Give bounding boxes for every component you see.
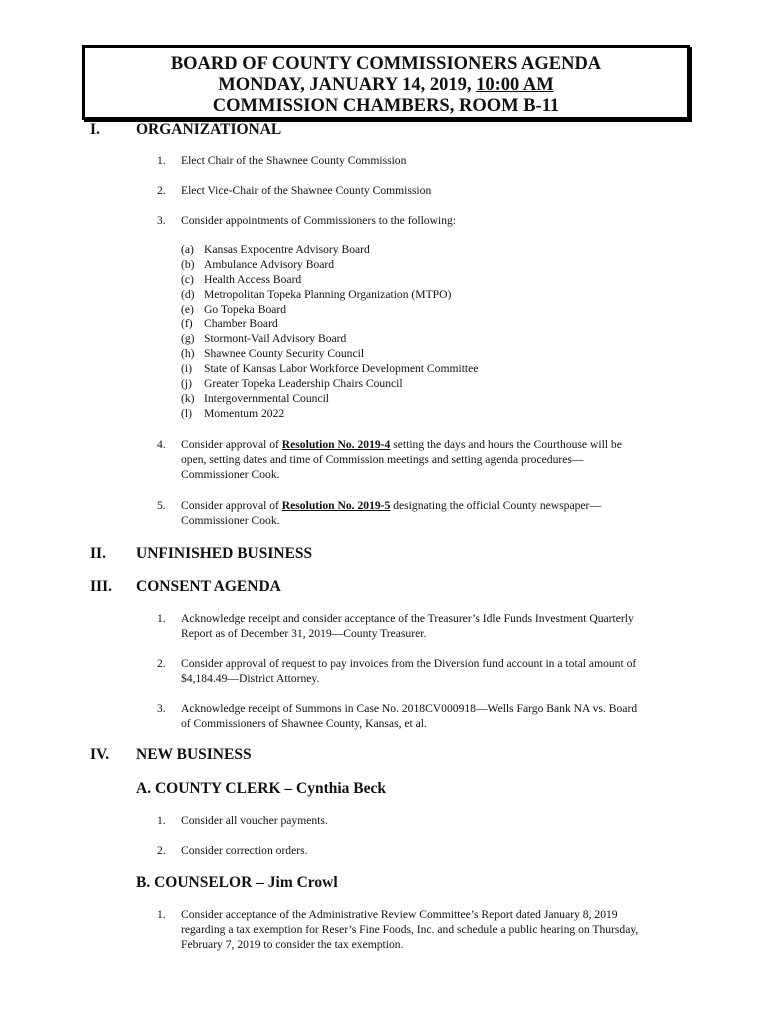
item-number: 1. [157,814,166,827]
resolution-link[interactable]: Resolution No. 2019-5 [281,499,391,512]
item-number: 1. [157,908,166,921]
item-number: 2. [157,657,166,670]
item-number: 3. [157,702,166,715]
item-text: Acknowledge receipt of Summons in Case No. 2018CV000918—Wells Fargo Bank NA vs. Board of Commissioners of Shawnee County, Kansas, et al. [181,702,638,730]
section-title: ORGANIZATIONAL [136,121,282,138]
section-title: CONSENT AGENDA [136,578,281,595]
section-number: II. [90,545,106,562]
item-number: 4. [157,438,166,451]
section-title: UNFINISHED BUSINESS [136,545,313,562]
meeting-date-time [85,74,687,96]
item-text: Consider acceptance of the Administrative Review Committee’s Report dated January 8, 2019 regarding a tax exemption for Reser’s Fine Foods, Inc. and schedule a public hearing on Thursday, February 7, 2019 to consider the tax exemption. [181,908,639,951]
agenda-header-box [82,45,690,120]
agenda-title: BOARD OF COUNTY COMMISSIONERS AGENDA [170,54,602,74]
item-number: 1. [157,154,166,167]
item-number: 3. [157,214,166,227]
item-text: Elect Chair of the Shawnee County Commission [181,154,407,167]
item-number: 2. [157,184,166,197]
agenda-page: BOARD OF COUNTY COMMISSIONERS AGENDA MONDAY, JANUARY 14, 2019, 10:00 AM COMMISSION CHAMBERS, ROOM B-11 I. ORGANIZATIONAL 1. Elect Chair of the Shawnee County Commission 2. Elect Vice-Chair of the Shawnee County Commission 3. Consider appointments of Commissioners to the following: (a) Kansas Expocentre Advisory Board (b) Ambulance Advisory Board (c) Health Access Board (d) Metropolitan Topeka Planning Organization (MTPO) (e) Go Topeka Board (f) Chamber Board (g) Stormont-Vail Advisory Board (h) Shawnee County Security Council (i) State of Kansas Labor Workforce Development Committee (j) Greater Topeka Leadership Chairs Council (k) Intergovernmental Council (l) Momentum 2022 4. Consider approval of Resolution No. 2019-4 setting the days and hours the Courthouse will be open, setting dates and time of Commission meetings and setting agenda procedures— Commissioner Cook. 5. Consider approval of Resolution No. 2019-5 designating the official County newspaper— Commissioner Cook. II. UNFINISHED BUSINESS III. CONSENT AGENDA 1. Acknowledge receipt and consider acceptance of the Treasurer’s Idle Funds Investment Quarterly Report as of December 31, 2019—County Treasurer. 2. Consider approval of request to pay invoices from the Diversion fund account in a total amount of $4,184.49—District Attorney. 3. Acknowledge receipt of Summons in Case No. 2018CV000918—Wells Fargo Bank NA vs. Board of Commissioners of Shawnee County, Kansas, et al. IV. NEW BUSINESS A. COUNTY CLERK – Cynthia Beck 1. Consider all voucher payments. 2. Consider correction orders. B. COUNSELOR – Jim Crowl 1. Consider acceptance of the Administrative Review Committee’s Report dated January 8, 2019 regarding a tax exemption for Reser’s Fine Foods, Inc. and schedule a public hearing on Thursday, February 7, 2019 to consider the tax exemption. [0,0,770,1024]
meeting-location: COMMISSION CHAMBERS, ROOM B-11 [212,96,560,116]
item-text: Consider all voucher payments. [181,814,328,827]
section-title: NEW BUSINESS [136,746,252,763]
meeting-time: 10:00 AM [476,75,554,95]
item-number: 1. [157,612,166,625]
item-number: 5. [157,499,166,512]
section-number: I. [90,121,100,138]
item-text: Consider approval of Resolution No. 2019-5 designating the official County newspaper— Commissioner Cook. [181,499,602,527]
resolution-link[interactable]: Resolution No. 2019-4 [281,438,391,451]
item-text: Consider approval of Resolution No. 2019-4 setting the days and hours the Courthouse will be open, setting dates and time of Commission meetings and setting agenda procedures— Commissioner Cook. [181,438,622,481]
item-text: Consider correction orders. [181,844,308,857]
item-text: Consider appointments of Commissioners to the following: [181,214,457,227]
county-clerk-heading: A. COUNTY CLERK – Cynthia Beck [136,780,387,797]
item-text: Consider approval of request to pay invoices from the Diversion fund account in a total amount of $4,184.49—District Attorney. [181,657,637,685]
section-number: III. [90,578,112,595]
section-number: IV. [90,746,110,763]
item-text: Elect Vice-Chair of the Shawnee County Commission [181,184,432,197]
item-number: 2. [157,844,166,857]
item-text: Acknowledge receipt and consider acceptance of the Treasurer’s Idle Funds Investment Quarterly Report as of December 31, 2019—County Treasurer. [181,612,634,640]
counselor-heading: B. COUNSELOR – Jim Crowl [136,874,338,891]
meeting-date: MONDAY, JANUARY 14, 2019, [218,75,477,95]
